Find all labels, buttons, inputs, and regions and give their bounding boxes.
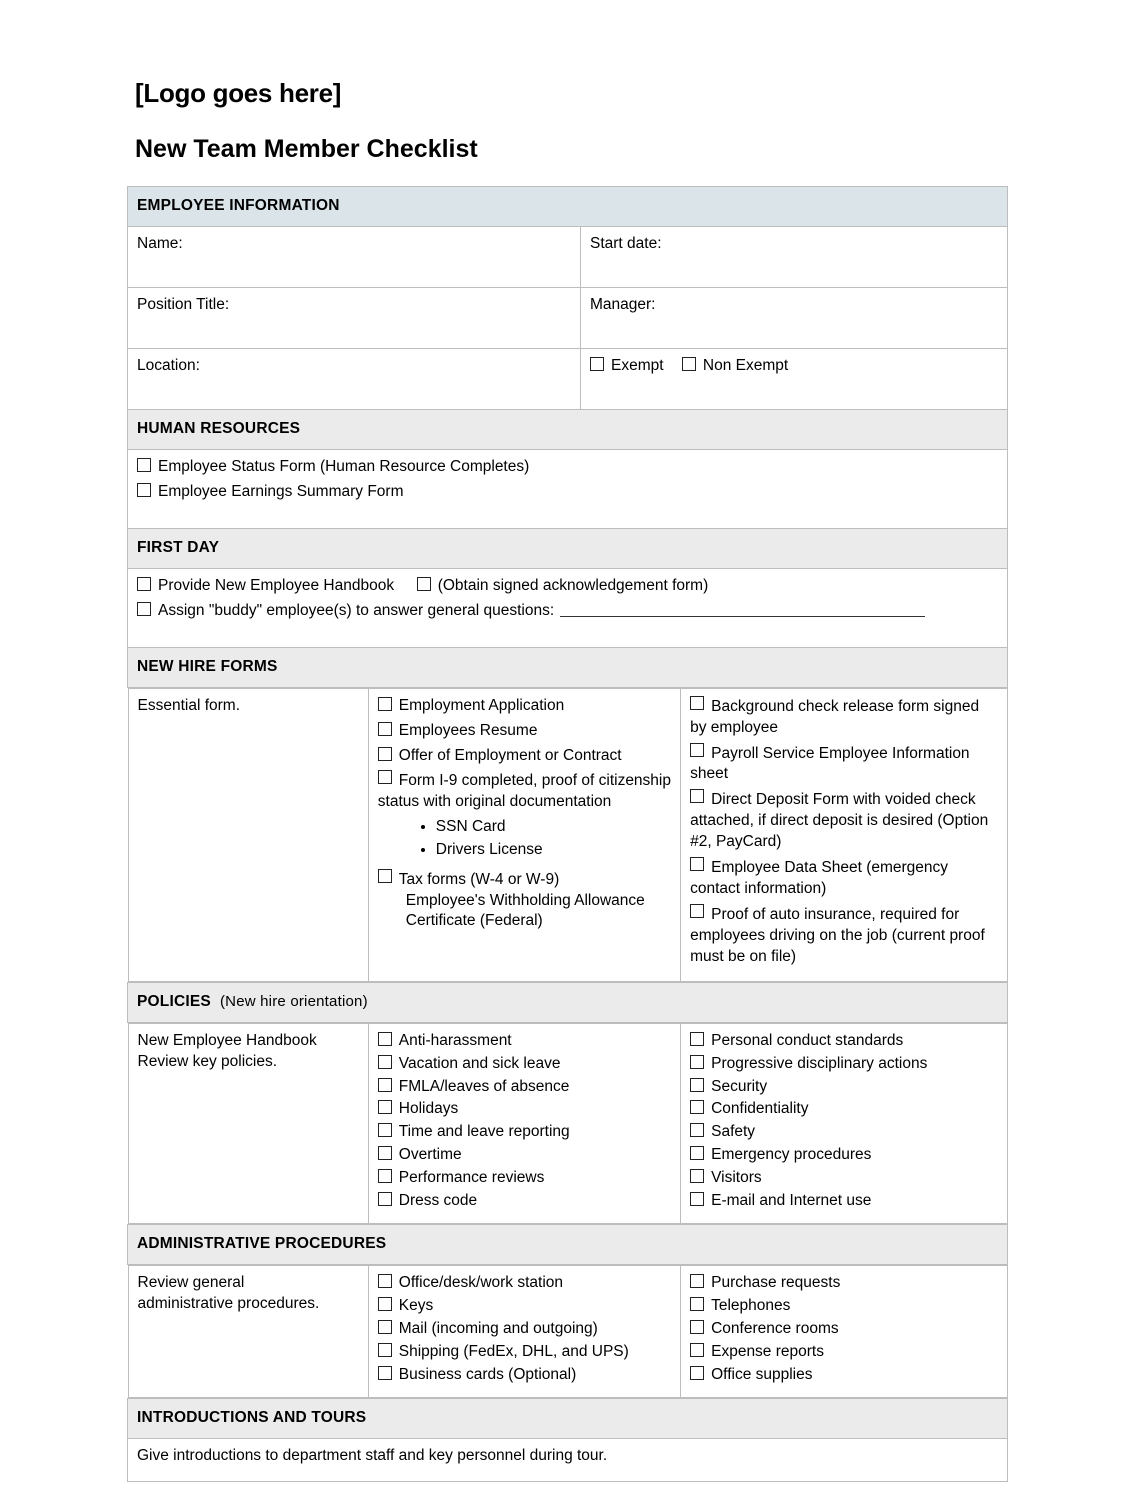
checkbox-icon[interactable] [690,1100,704,1114]
checkbox-exempt-label: Exempt [611,356,664,374]
checkbox-icon[interactable] [378,869,392,883]
section-policies-heading [128,982,1008,1022]
section-header-row [128,187,1008,227]
item-label: Holidays [398,1100,459,1118]
checkbox-office-desk-work-station[interactable] [378,1273,671,1294]
checkbox-icon[interactable] [378,1297,392,1311]
item-label: Shipping (FedEx, DHL, and UPS) [398,1342,629,1360]
item-label: Proof of auto insurance, required for employees driving on the job (current proof must be on file) [690,905,985,965]
write-in-line[interactable] [560,616,925,617]
item-label: Office/desk/work station [398,1273,564,1291]
item-label: Purchase requests [711,1273,841,1291]
checkbox-icon[interactable] [378,1146,392,1160]
checkbox-email-internet-use[interactable] [690,1191,997,1212]
checkbox-employee-data-sheet[interactable] [690,857,997,900]
item-label: Direct Deposit Form with voided check attached, if direct deposit is desired (Option #2, PayCard) [690,791,989,851]
policies-left-label [128,1023,368,1223]
checkbox-holidays[interactable] [378,1099,671,1120]
checkbox-mail[interactable] [378,1319,671,1340]
checkbox-emergency-procedures[interactable] [690,1145,997,1166]
checkbox-fmla[interactable] [378,1077,671,1098]
section-human-resources-heading: HUMAN RESOURCES [128,409,1008,449]
checkbox-employee-status-form[interactable] [137,457,998,478]
item-label: Overtime [398,1146,462,1164]
checkbox-purchase-requests[interactable] [690,1273,997,1294]
checkbox-visitors[interactable] [690,1168,997,1189]
table-row [128,226,1008,287]
table-row [128,287,1008,348]
checkbox-employment-application[interactable] [378,696,671,717]
item-label: Employment Application [398,696,565,714]
document-content [127,78,1007,1482]
field-name[interactable]: Name: [128,226,581,287]
admin-left-line1: Review general [137,1273,245,1291]
checkbox-icon[interactable] [417,577,431,591]
checkbox-icon[interactable] [690,1192,704,1206]
introductions-and-tours-text: Give introductions to department staff and key personnel during tour. [128,1438,1008,1481]
policies-right-list [681,1023,1007,1223]
table-row [128,348,1008,409]
item-sublabel: (Obtain signed acknowledgement form) [437,576,709,594]
item-label: Form I-9 completed, proof of citizenship status with original documentation [377,772,671,811]
table-row [128,568,1008,647]
new-hire-forms-right-list [681,688,1007,981]
page-title: New Team Member Checklist [135,135,478,163]
checkbox-icon[interactable] [137,577,151,591]
section-header-row [128,1225,1008,1265]
checkbox-expense-reports[interactable] [690,1342,997,1363]
list-item: • SSN Card [436,817,671,838]
tax-forms-sublabel: Employee's Withholding Allowance Certificate (Federal) [405,892,645,930]
checkbox-icon[interactable] [690,1123,704,1137]
table-row [128,449,1008,528]
checkbox-employees-resume[interactable] [378,721,671,742]
policies-left-line1: New Employee Handbook [137,1031,317,1049]
checkbox-payroll-service-sheet[interactable] [690,743,997,786]
section-administrative-procedures-heading: ADMINISTRATIVE PROCEDURES [128,1225,1008,1265]
section-employee-information-heading: EMPLOYEE INFORMATION [128,187,1008,227]
item-label: Employee Earnings Summary Form [158,482,404,500]
field-start-date[interactable]: Start date: [581,226,1008,287]
logo-placeholder: [Logo goes here] [135,78,342,108]
checkbox-icon[interactable] [378,1274,392,1288]
human-resources-items [128,449,1008,528]
item-label: Performance reviews [398,1169,545,1187]
first-day-items [128,568,1008,647]
checkbox-proof-of-auto-insurance[interactable] [690,904,997,968]
item-label: Assign "buddy" employee(s) to answer general questions: [158,601,555,619]
table-row [128,687,1008,982]
checkbox-security[interactable] [690,1077,997,1098]
item-label: Employee Data Sheet (emergency contact information) [690,859,949,898]
checkbox-offer-of-employment[interactable] [378,746,671,767]
checkbox-icon[interactable] [690,789,704,803]
item-label: Safety [711,1123,756,1141]
checkbox-icon[interactable] [690,904,704,918]
item-label: Emergency procedures [711,1146,872,1164]
section-first-day-heading: FIRST DAY [128,528,1008,568]
i9-document-list [378,817,671,861]
checkbox-overtime[interactable] [378,1145,671,1166]
new-hire-forms-middle-list [368,688,680,981]
item-label: Employee Status Form (Human Resource Completes) [158,457,530,475]
item-label: Office supplies [711,1365,813,1383]
checkbox-icon[interactable] [690,1343,704,1357]
checkbox-icon[interactable] [690,1169,704,1183]
new-hire-forms-left-label: Essential form. [128,688,368,981]
checkbox-direct-deposit-form[interactable] [690,789,997,853]
section-header-row [128,647,1008,687]
checkbox-icon[interactable] [590,357,604,371]
checkbox-safety[interactable] [690,1122,997,1143]
section-header-row [128,528,1008,568]
checkbox-icon[interactable] [690,857,704,871]
checkbox-personal-conduct-standards[interactable] [690,1031,997,1052]
item-label: Provide New Employee Handbook [158,576,395,594]
checkbox-confidentiality[interactable] [690,1099,997,1120]
item-label: Background check release form signed by employee [690,697,980,736]
checkbox-anti-harassment[interactable] [378,1031,671,1052]
checkbox-icon[interactable] [690,1297,704,1311]
admin-middle-list [368,1265,680,1397]
checkbox-icon[interactable] [690,1320,704,1334]
checkbox-telephones[interactable] [690,1296,997,1317]
checkbox-icon[interactable] [690,1055,704,1069]
checkbox-non-exempt[interactable] [682,356,788,377]
checkbox-conference-rooms[interactable] [690,1319,997,1340]
checkbox-icon[interactable] [378,1078,392,1092]
checkbox-icon[interactable] [378,1343,392,1357]
checkbox-form-i9[interactable] [378,770,671,813]
checkbox-tax-forms[interactable] [378,869,671,931]
table-row [128,1264,1008,1398]
admin-right-list [681,1265,1007,1397]
checkbox-icon[interactable] [137,458,151,472]
checkbox-time-leave-reporting[interactable] [378,1122,671,1143]
section-header-row [128,1398,1008,1438]
checkbox-vacation-sick-leave[interactable] [378,1054,671,1075]
section-policies-subtitle: (New hire orientation) [219,992,368,1010]
checkbox-icon[interactable] [690,1146,704,1160]
checkbox-icon[interactable] [682,357,696,371]
list-item: • Drivers License [436,840,671,861]
checkbox-office-supplies[interactable] [690,1365,997,1386]
checkbox-provide-handbook[interactable] [137,576,998,597]
item-label: Dress code [398,1192,478,1210]
checkbox-icon[interactable] [378,722,392,736]
item-label: E-mail and Internet use [711,1192,872,1210]
checkbox-employee-earnings-summary-form[interactable] [137,482,998,503]
checkbox-icon[interactable] [378,747,392,761]
item-label: Progressive disciplinary actions [711,1054,928,1072]
checkbox-icon[interactable] [690,1366,704,1380]
item-label: Offer of Employment or Contract [398,746,622,764]
section-header-row [128,982,1008,1022]
section-new-hire-forms-heading: NEW HIRE FORMS [128,647,1008,687]
checkbox-performance-reviews[interactable] [378,1168,671,1189]
item-label: Keys [398,1296,434,1314]
item-label: Employees Resume [398,721,538,739]
item-label: Visitors [711,1169,762,1187]
item-label: Expense reports [711,1342,824,1360]
checkbox-icon[interactable] [690,1274,704,1288]
checkbox-icon[interactable] [378,1192,392,1206]
field-location[interactable]: Location: [128,348,581,409]
item-label: Conference rooms [711,1319,839,1337]
checkbox-icon[interactable] [690,1078,704,1092]
checkbox-assign-buddy[interactable] [137,601,998,622]
item-label: Time and leave reporting [398,1123,570,1141]
policies-left-line2: Review key policies. [137,1052,278,1070]
checklist-table [127,186,1008,1482]
item-label: Business cards (Optional) [398,1365,577,1383]
policies-middle-list [368,1023,680,1223]
checkbox-icon[interactable] [378,1320,392,1334]
checkbox-icon[interactable] [137,483,151,497]
item-label: Personal conduct standards [711,1031,904,1049]
checkbox-icon[interactable] [378,1055,392,1069]
section-introductions-and-tours-heading: INTRODUCTIONS AND TOURS [128,1398,1008,1438]
checkbox-icon[interactable] [378,697,392,711]
admin-left-line2: administrative procedures. [137,1294,320,1312]
item-label: FMLA/leaves of absence [398,1077,570,1095]
checkbox-non-exempt-label: Non Exempt [702,356,789,374]
checkbox-icon[interactable] [378,1100,392,1114]
checkbox-icon[interactable] [690,696,704,710]
checkbox-icon[interactable] [378,1169,392,1183]
checkbox-icon[interactable] [690,743,704,757]
item-label: Vacation and sick leave [398,1054,561,1072]
item-label: Security [711,1077,768,1095]
item-label: Telephones [711,1296,791,1314]
item-label: Confidentiality [711,1100,809,1118]
checkbox-keys[interactable] [378,1296,671,1317]
checkbox-background-check[interactable] [690,696,997,739]
checkbox-icon[interactable] [378,770,392,784]
checkbox-icon[interactable] [378,1032,392,1046]
section-header-row [128,409,1008,449]
item-label: Mail (incoming and outgoing) [398,1319,598,1337]
checkbox-icon[interactable] [378,1366,392,1380]
section-policies-title: POLICIES [137,992,211,1010]
checkbox-exempt[interactable] [590,356,664,377]
field-exempt-status [581,348,1008,409]
checkbox-shipping[interactable] [378,1342,671,1363]
checkbox-icon[interactable] [137,602,151,616]
admin-left-label [128,1265,368,1397]
checkbox-dress-code[interactable] [378,1191,671,1212]
table-row [128,1022,1008,1224]
checkbox-icon[interactable] [378,1123,392,1137]
table-row [128,1438,1008,1481]
field-position-title[interactable]: Position Title: [128,287,581,348]
field-manager[interactable]: Manager: [581,287,1008,348]
item-label: Anti-harassment [398,1031,512,1049]
item-label: Payroll Service Employee Information sheet [690,744,970,783]
checkbox-icon[interactable] [690,1032,704,1046]
item-label: Tax forms (W-4 or W-9) [398,871,560,889]
checkbox-business-cards[interactable] [378,1365,671,1386]
checkbox-progressive-disciplinary-actions[interactable] [690,1054,997,1075]
